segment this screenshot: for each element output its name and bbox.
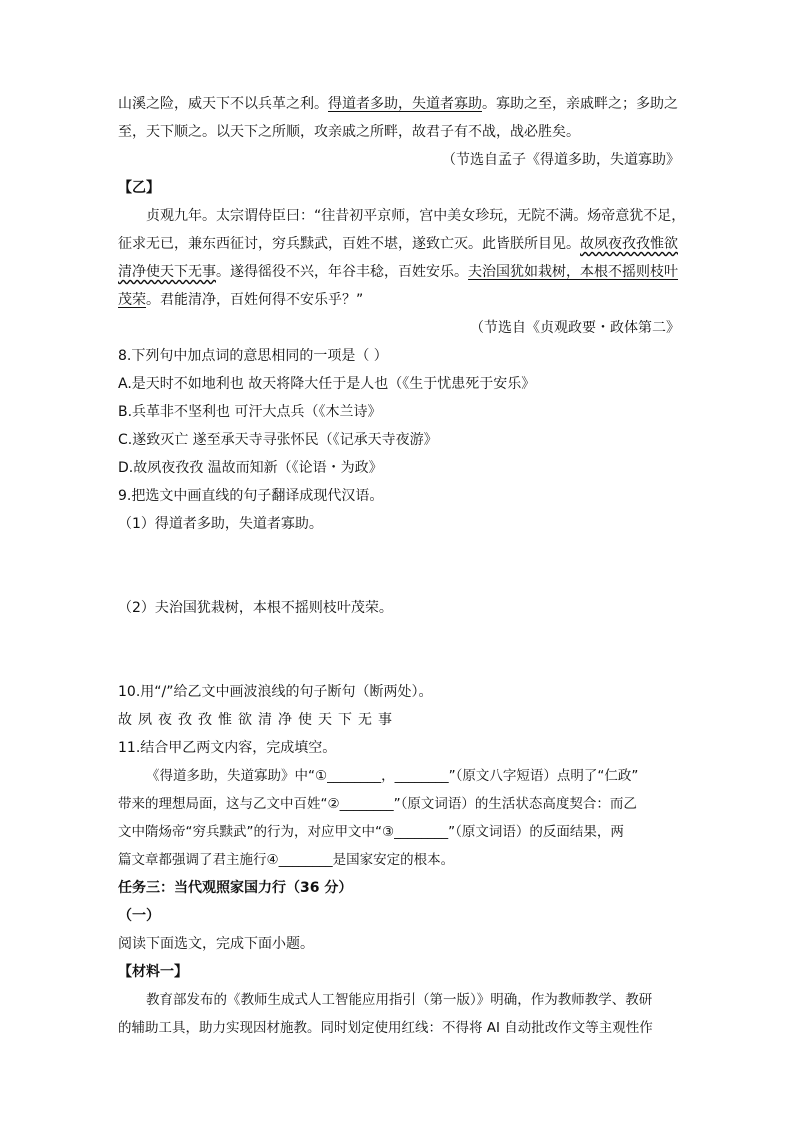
jia-line-1: 山溪之险，威天下不以兵革之利。得道者多助，失道者寡助。寡助之至，亲戚畔之；多助之 — [118, 96, 678, 112]
yi-source: （节选自《贞观政要・政体第二》 — [470, 320, 680, 336]
yi-line-2: 征求无已，兼东西征讨，穷兵黩武，百姓不堪，遂致亡灭。此皆朕所目见。故夙夜孜孜惟欲 — [118, 236, 678, 252]
yi-line-1: 贞观九年。太宗谓侍臣曰：“往昔初平京师，宫中美女珍玩，无院不满。炀帝意犹不足， — [146, 208, 686, 224]
q8-stem: 8.下列句中加点词的意思相同的一项是（ ） — [118, 348, 388, 364]
task3-heading: 任务三：当代观照家国力行（36 分） — [118, 880, 353, 896]
yi-heading: 【乙】 — [118, 180, 160, 196]
q9-part-2: （2）夫治国犹栽树，本根不摇则枝叶茂荣。 — [118, 600, 393, 616]
q9-stem: 9.把选文中画直线的句子翻译成现代汉语。 — [118, 488, 384, 504]
material-line-1: 教育部发布的《教师生成式人工智能应用指引（第一版）》明确，作为教师教学、教研 — [146, 992, 653, 1008]
jia-line-2: 至，天下顺之。以天下之所顺，攻亲戚之所畔，故君子有不战，战必胜矣。 — [118, 124, 580, 140]
yi-line-3: 清净使天下无事。遂得徭役不兴，年谷丰稔，百姓安乐。夫治国犹如栽树，本根不摇则枝叶 — [118, 264, 678, 280]
q9-part-1: （1）得道者多助，失道者寡助。 — [118, 516, 323, 532]
q10-stem: 10.用“/”给乙文中画波浪线的句子断句（断两处）。 — [118, 684, 433, 700]
wavy-sentence: 清净使天下无事 — [118, 264, 216, 280]
wavy-sentence: 故夙夜孜孜惟欲 — [580, 236, 678, 252]
q11-stem: 11.结合甲乙两文内容，完成填空。 — [118, 740, 337, 756]
underlined-sentence: 得道者多助，失道者寡助 — [328, 96, 482, 112]
material-heading: 【材料一】 — [118, 964, 188, 980]
q8-option-a: A.是天时不如地利也 故天将降大任于是人也（《生于忧患死于安乐》 — [118, 376, 536, 392]
jia-source: （节选自孟子《得道多助，失道寡助》 — [442, 152, 680, 168]
q8-option-c: C.遂致灭亡 遂至承天寺寻张怀民（《记承天寺夜游》 — [118, 432, 438, 448]
q8-option-d: D.故夙夜孜孜 温故而知新（《论语・为政》 — [118, 460, 383, 476]
q11-line-2: 带来的理想局面，这与乙文中百姓“②________”（原文词语）的生活状态高度契合：而乙 — [118, 796, 637, 812]
q10-text: 故夙夜孜孜惟欲清净使天下无事 — [118, 712, 398, 728]
q11-line-3: 文中隋炀帝“穷兵黩武”的行为，对应甲文中“③________”（原文词语）的反面结果，两 — [118, 824, 624, 840]
material-line-2: 的辅助工具，助力实现因材施教。同时划定使用红线：不得将 AI 自动批改作文等主观性作 — [118, 1020, 653, 1036]
q8-option-b: B.兵革非不坚利也 可汗大点兵（《木兰诗》 — [118, 404, 382, 420]
task3-part: （一） — [118, 908, 160, 924]
answer-space — [118, 622, 680, 678]
underlined-sentence: 茂荣 — [118, 292, 146, 308]
document-page — [118, 90, 686, 1042]
yi-line-4: 茂荣。君能清净，百姓何得不安乐乎？” — [118, 292, 364, 308]
q11-line-1: 《得道多助，失道寡助》中“①________，________”（原文八字短语）点明了“仁政” — [146, 768, 639, 784]
q11-line-4: 篇文章都强调了君主施行④________是国家安定的根本。 — [118, 852, 455, 868]
answer-space — [118, 538, 680, 594]
task3-instruction: 阅读下面选文，完成下面小题。 — [118, 936, 314, 952]
underlined-sentence: 夫治国犹如栽树，本根不摇则枝叶 — [468, 264, 678, 280]
